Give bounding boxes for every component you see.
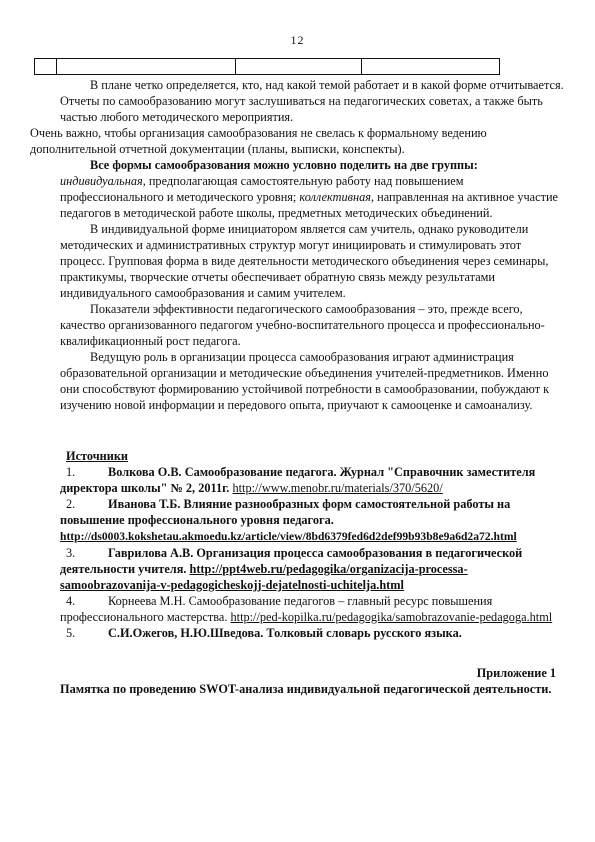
paragraph-individual-form: В индивидуальной форме инициатором является сам учитель, однако руководители методических и административных структур могут инициировать и стимулировать этот процесс. Групповая форма в виде деятельности методического объединения через семинары, практикумы, творческие отчеты обеспечивает обратную связь между результатами индивидуального самообразования и самим учителем. (60, 222, 549, 300)
paragraph-leading-role: Ведущую роль в организации процесса самообразования играют администрация образовательной организации и методические объединения учителей-предметников. Именно они способствуют формированию устойчивой потребности в самообразовании, побуждают к изучению новой информации и передового опыта, приучают к самооценке и самоанализу. (60, 350, 550, 412)
source-number: 5. (66, 626, 76, 640)
table-cell (35, 59, 57, 74)
table-cell (57, 59, 236, 74)
source-link[interactable]: http://www.menobr.ru/materials/370/5620/ (232, 481, 443, 495)
paragraph-importance: Очень важно, чтобы организация самообразования не свелась к формальному ведению дополнительной отчетной документации (планы, выписки, конспекты). (30, 126, 487, 156)
forms-lead: Все формы самообразования можно условно поделить на две группы: (90, 158, 478, 172)
table-fragment (34, 58, 500, 75)
source-item (60, 545, 564, 593)
source-item (60, 464, 564, 496)
source-number: 1. (66, 465, 76, 479)
source-text: Корнеева М.Н. Самообразование педагогов – главный ресурс повышения профессионального мастерства. (60, 594, 493, 624)
paragraph-indicators: Показатели эффективности педагогического самообразования – это, прежде всего, качество организованного педагогом учебно-воспитательного процесса и профессионально-квалификационный рост педагога. (60, 302, 545, 348)
source-item (60, 625, 564, 641)
sources-section (60, 448, 564, 641)
document-body (30, 77, 564, 697)
source-link[interactable]: http://ds0003.kokshetau.akmoedu.kz/article/view/8bd6379fed6d2def99b93b8e9a6d2a72.html (60, 530, 517, 543)
source-item (60, 593, 564, 625)
source-number: 3. (66, 546, 76, 560)
source-number: 4. (66, 594, 76, 608)
source-number: 2. (66, 497, 76, 511)
table-cell (362, 59, 499, 74)
source-text: Иванова Т.Б. Влияние разнообразных форм самостоятельной работы на повышение профессионального уровня педагога. (60, 497, 511, 527)
appendix-label: Приложение 1 (476, 666, 556, 680)
source-link[interactable]: http://ppt4web.ru/pedagogika/organizacija-processa-samoobrazovanija-v-pedagogicheskojj-dejatelnosti-uchitelja.html (60, 562, 468, 592)
page-number: 12 (290, 33, 305, 47)
source-text: Гаврилова А.В. Организация процесса самообразования в педагогической деятельности учителя. (60, 546, 523, 576)
source-item (60, 496, 564, 545)
source-text: С.И.Ожегов, Н.Ю.Шведова. Толковый словарь русского языка. (108, 626, 462, 640)
forms-end: , направленная на активное участие педагогов в методической работе школы, предметных методических объединений. (60, 190, 558, 220)
paragraph-forms (60, 157, 564, 221)
sources-title: Источники (66, 449, 129, 463)
form-collective: коллективная (299, 190, 371, 204)
table-cell (236, 59, 361, 74)
forms-mid: , предполагающая самостоятельную работу над повышением профессионального и методического уровня; (60, 174, 464, 204)
form-individual: индивидуальная (60, 174, 143, 188)
source-link[interactable]: http://ped-kopilka.ru/pedagogika/samobrazovanie-pedagoga.html (230, 610, 553, 624)
paragraph-plan: В плане четко определяется, кто, над какой темой работает и в какой форме отчитывается. Отчеты по самообразованию могут заслушиваться на педагогических советах, а также быть частью любого методического мероприятия. (60, 78, 564, 124)
memo-title: Памятка по проведению SWOT-анализа индивидуальной педагогической деятельности. (60, 682, 552, 696)
source-text: Волкова О.В. Самообразование педагога. Журнал "Справочник заместителя директора школы" № 2, 2011г. (60, 465, 536, 495)
